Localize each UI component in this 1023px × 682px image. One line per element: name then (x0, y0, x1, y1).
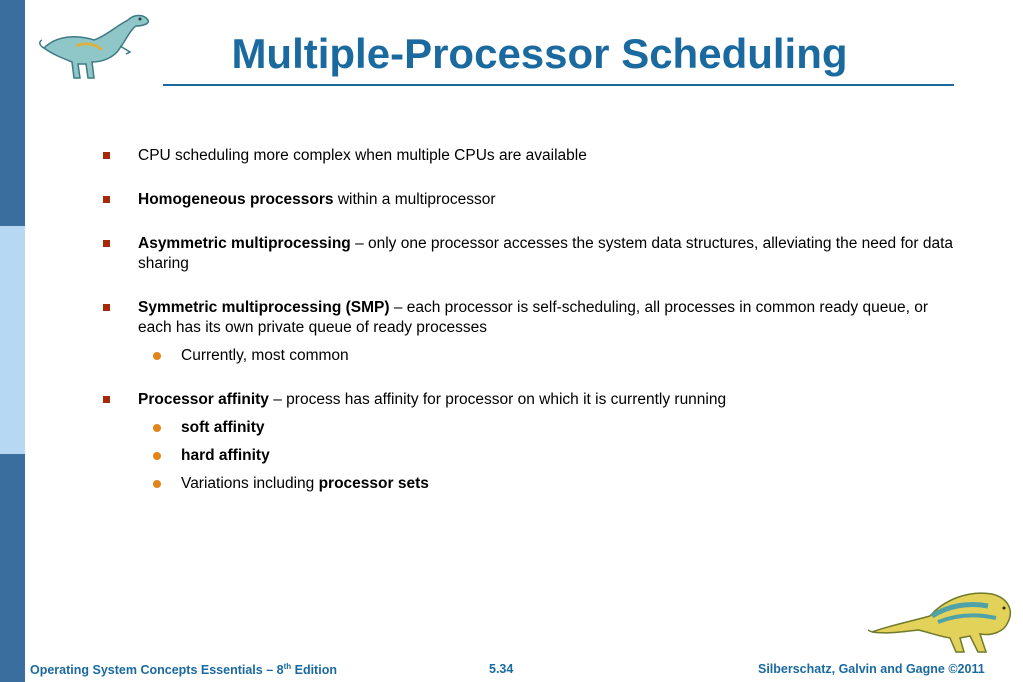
list-item (100, 298, 960, 338)
bullet-bold-term: Symmetric multiprocessing (SMP) (138, 299, 390, 316)
square-bullet-icon (103, 304, 110, 311)
square-bullet-icon (103, 240, 110, 247)
sidebar-segment-light (0, 226, 25, 454)
bullet-text: CPU scheduling more complex when multiple CPUs are available (138, 147, 587, 164)
circle-bullet-icon (153, 352, 161, 360)
footer-authors: Silberschatz, Galvin and Gagne ©2011 (758, 662, 985, 676)
circle-bullet-icon (153, 480, 161, 488)
slide-content (100, 146, 960, 494)
sub-list-item (100, 418, 960, 438)
list-item (100, 390, 960, 410)
square-bullet-icon (103, 196, 110, 203)
sub-bullet-bold: hard affinity (181, 447, 270, 464)
page-title: Multiple-Processor Scheduling (231, 30, 848, 77)
sub-bullet-text: Currently, most common (181, 347, 349, 364)
list-item (100, 234, 960, 274)
sub-list-item (100, 474, 960, 494)
footer-title-superscript: th (283, 662, 292, 671)
sidebar-segment-dark (0, 454, 25, 682)
bullet-text: within a multiprocessor (333, 191, 496, 208)
sub-list-item (100, 346, 960, 366)
circle-bullet-icon (153, 424, 161, 432)
sub-list-item (100, 446, 960, 466)
square-bullet-icon (103, 152, 110, 159)
list-item (100, 190, 960, 210)
footer-title-suffix: Edition (291, 663, 337, 678)
sub-bullet-bold: soft affinity (181, 419, 265, 436)
dinosaur-illustration-icon (868, 586, 1018, 658)
bullet-text: – process has affinity for processor on which it is currently running (268, 391, 727, 408)
bullet-bold-term: Homogeneous processors (138, 191, 334, 208)
bullet-bold-term: Asymmetric multiprocessing (138, 235, 351, 252)
bullet-text: – each processor is self-scheduling, all processes in common ready queue, or each has its own private queue of ready processes (138, 299, 928, 336)
sidebar-stripe (0, 0, 25, 682)
list-item (100, 146, 960, 166)
footer-page-number: 5.34 (489, 662, 514, 676)
square-bullet-icon (103, 396, 110, 403)
circle-bullet-icon (153, 452, 161, 460)
title-divider (163, 84, 954, 86)
sub-bullet-bold: processor sets (318, 475, 429, 492)
bullet-bold-term: Processor affinity (138, 391, 269, 408)
sub-bullet-text: Variations including (181, 475, 319, 492)
bullet-text: – only one processor accesses the system data structures, alleviating the need for data sharing (138, 235, 954, 272)
footer-title-text: Operating System Concepts Essentials – 8 (30, 663, 284, 678)
footer-course-title (30, 662, 337, 677)
